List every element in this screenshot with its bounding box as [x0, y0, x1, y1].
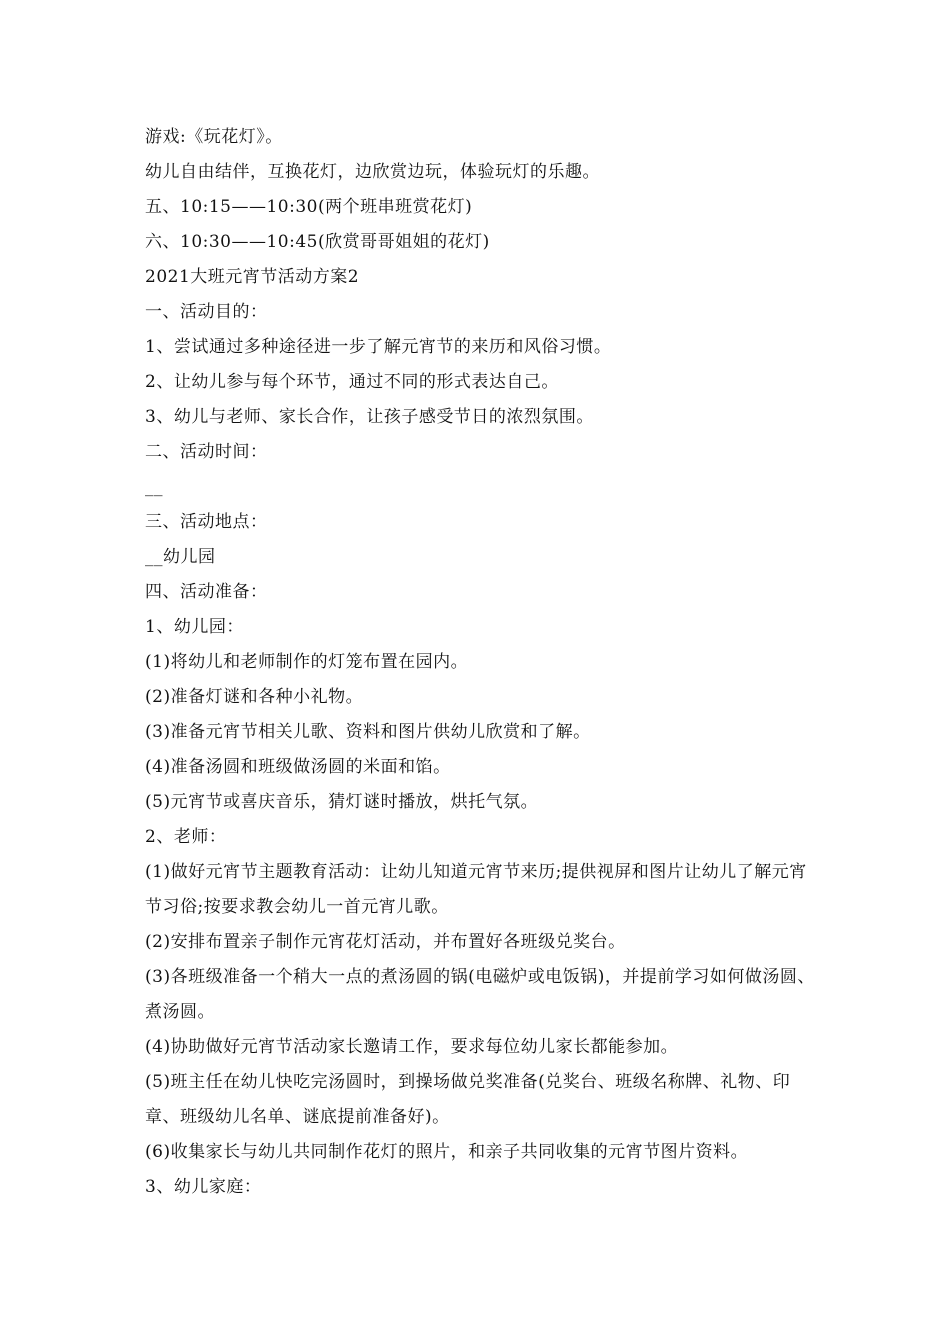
text-line: 1、幼儿园： — [145, 617, 244, 637]
document-body — [145, 120, 825, 1205]
text-line: 2、老师： — [145, 827, 227, 847]
section-heading: 2021大班元宵节活动方案2 — [145, 267, 360, 287]
text-line: 五、10:15——10:30(两个班串班赏花灯) — [145, 197, 473, 217]
text-line: 幼儿自由结伴，互换花灯，边欣赏边玩，体验玩灯的乐趣。 — [145, 162, 600, 182]
text-line: (6)收集家长与幼儿共同制作花灯的照片，和亲子共同收集的元宵节图片资料。 — [145, 1142, 749, 1162]
text-line: 游戏:《玩花灯》。 — [145, 127, 283, 147]
text-line: 六、10:30——10:45(欣赏哥哥姐姐的花灯) — [145, 232, 490, 252]
text-line: 3、幼儿家庭： — [145, 1177, 262, 1197]
text-paragraph: (1)做好元宵节主题教育活动：让幼儿知道元宵节来历;提供视屏和图片让幼儿了解元宵节习俗;按要求教会幼儿一首元宵儿歌。 — [145, 862, 807, 917]
text-line: (2)安排布置亲子制作元宵花灯活动，并布置好各班级兑奖台。 — [145, 932, 626, 952]
text-line: (4)协助做好元宵节活动家长邀请工作，要求每位幼儿家长都能参加。 — [145, 1037, 679, 1057]
text-line: __ — [145, 477, 163, 497]
text-line: 1、尝试通过多种途径进一步了解元宵节的来历和风俗习惯。 — [145, 337, 612, 357]
text-line: (5)元宵节或喜庆音乐，猜灯谜时播放，烘托气氛。 — [145, 792, 539, 812]
text-line: (3)准备元宵节相关儿歌、资料和图片供幼儿欣赏和了解。 — [145, 722, 591, 742]
text-line: 2、让幼儿参与每个环节，通过不同的形式表达自己。 — [145, 372, 559, 392]
text-line: 二、活动时间： — [145, 442, 268, 462]
text-line: 一、活动目的： — [145, 302, 268, 322]
text-line: 3、幼儿与老师、家长合作，让孩子感受节日的浓烈氛围。 — [145, 407, 594, 427]
text-line: (2)准备灯谜和各种小礼物。 — [145, 687, 364, 707]
text-paragraph: (5)班主任在幼儿快吃完汤圆时，到操场做兑奖准备(兑奖台、班级名称牌、礼物、印章、班级幼儿名单、谜底提前准备好)。 — [145, 1072, 791, 1127]
text-line: (4)准备汤圆和班级做汤圆的米面和馅。 — [145, 757, 451, 777]
text-line: (1)将幼儿和老师制作的灯笼布置在园内。 — [145, 652, 469, 672]
text-line: 四、活动准备： — [145, 582, 268, 602]
text-line: __幼儿园 — [145, 547, 216, 567]
text-paragraph: (3)各班级准备一个稍大一点的煮汤圆的锅(电磁炉或电饭锅)，并提前学习如何做汤圆、煮汤圆。 — [145, 967, 815, 1022]
text-line: 三、活动地点： — [145, 512, 268, 532]
